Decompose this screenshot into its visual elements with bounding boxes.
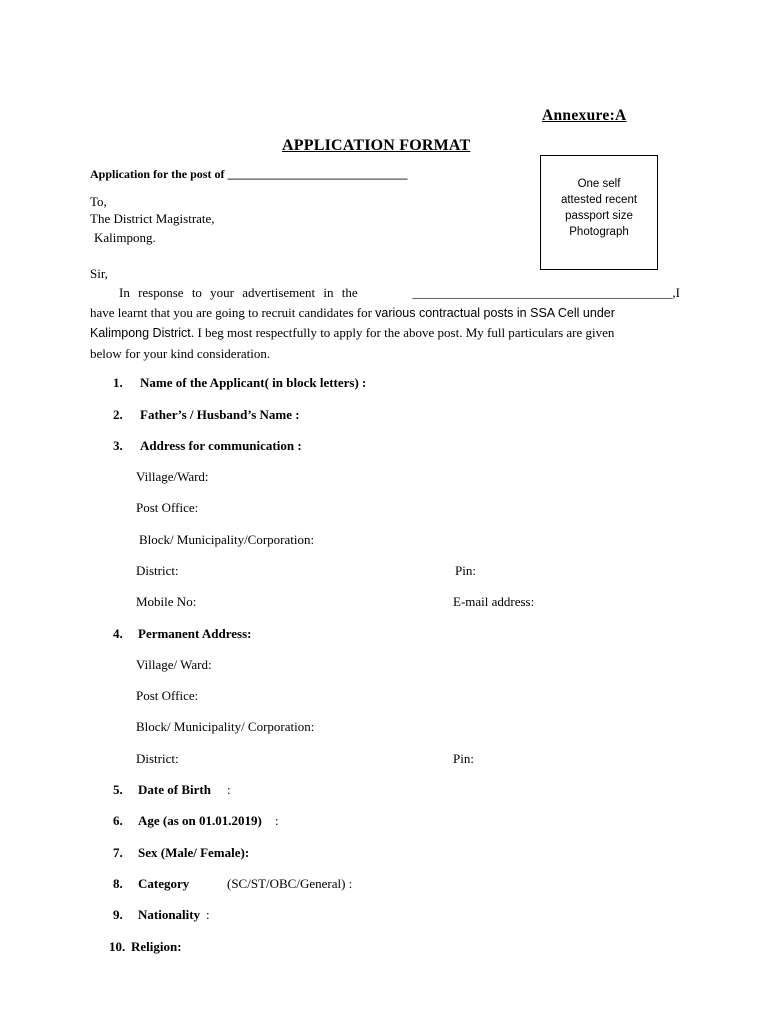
comm-email-field: E-mail address: [453,594,535,609]
comm-village-field: Village/Ward: [136,469,209,484]
form-title: APPLICATION FORMAT [282,137,471,154]
item-number: 1. [113,375,123,390]
photo-box-line: One self [577,178,621,190]
item-number: 4. [113,626,123,641]
photo-box-line: passport size [565,210,633,222]
application-post-line: Application for the post of ______________________________ [90,167,408,181]
body-line-2-sans: various contractual posts in SSA Cell under [375,305,615,320]
item-age: Age (as on 01.01.2019) [138,813,262,828]
address-place: Kalimpong. [94,230,156,245]
item-nationality-colon: : [206,907,210,922]
item-religion: Religion: [131,939,182,954]
item-communication-address: Address for communication : [140,438,302,453]
body-line-3-sans: Kalimpong District. [90,326,195,340]
body-paragraph [90,283,680,363]
comm-mobile-field: Mobile No: [136,594,197,609]
item-father-husband-name: Father’s / Husband’s Name : [140,407,300,422]
item-permanent-address: Permanent Address: [138,626,252,641]
item-number: 2. [113,407,123,422]
perm-village-field: Village/ Ward: [136,657,212,672]
item-number: 3. [113,438,123,453]
perm-post-office-field: Post Office: [136,688,199,703]
address-to: To, [90,194,107,209]
item-age-colon: : [275,813,279,828]
body-line-2 [90,303,680,324]
photo-box-line: Photograph [569,226,629,238]
item-category-options: (SC/ST/OBC/General) : [227,876,353,891]
item-number: 6. [113,813,123,828]
item-nationality: Nationality [138,907,201,922]
body-line-1-blank: ________________________________________,I [412,285,680,300]
item-number: 8. [113,876,123,891]
item-category: Category [138,876,190,891]
annexure-label: Annexure:A [542,107,627,124]
perm-district-field: District: [136,751,179,766]
item-date-of-birth-colon: : [227,782,231,797]
item-date-of-birth: Date of Birth [138,782,211,797]
body-line-4: below for your kind consideration. [90,345,271,361]
body-line-1-text: In response to your advertisement in the [119,285,358,300]
photo-box [540,155,658,270]
comm-post-office-field: Post Office: [136,500,199,515]
item-sex: Sex (Male/ Female): [138,845,250,860]
item-number: 5. [113,782,123,797]
perm-block-field: Block/ Municipality/ Corporation: [136,719,315,734]
body-line-1 [90,283,680,303]
address-recipient: The District Magistrate, [90,211,215,226]
body-line-3-serif: I beg most respectfully to apply for the above post. My full particulars are given [197,325,615,340]
item-number: 9. [113,907,123,922]
item-applicant-name: Name of the Applicant( in block letters) : [140,375,367,390]
item-number: 10. [109,939,126,954]
photo-box-line: attested recent [560,194,638,206]
item-number: 7. [113,845,123,860]
comm-block-field: Block/ Municipality/Corporation: [139,532,315,547]
comm-district-field: District: [136,563,179,578]
comm-pin-field: Pin: [455,563,476,578]
body-line-3 [90,323,680,344]
body-line-2-serif: have learnt that you are going to recruit candidates for [90,304,372,320]
perm-pin-field: Pin: [453,751,474,766]
salutation: Sir, [90,266,108,281]
